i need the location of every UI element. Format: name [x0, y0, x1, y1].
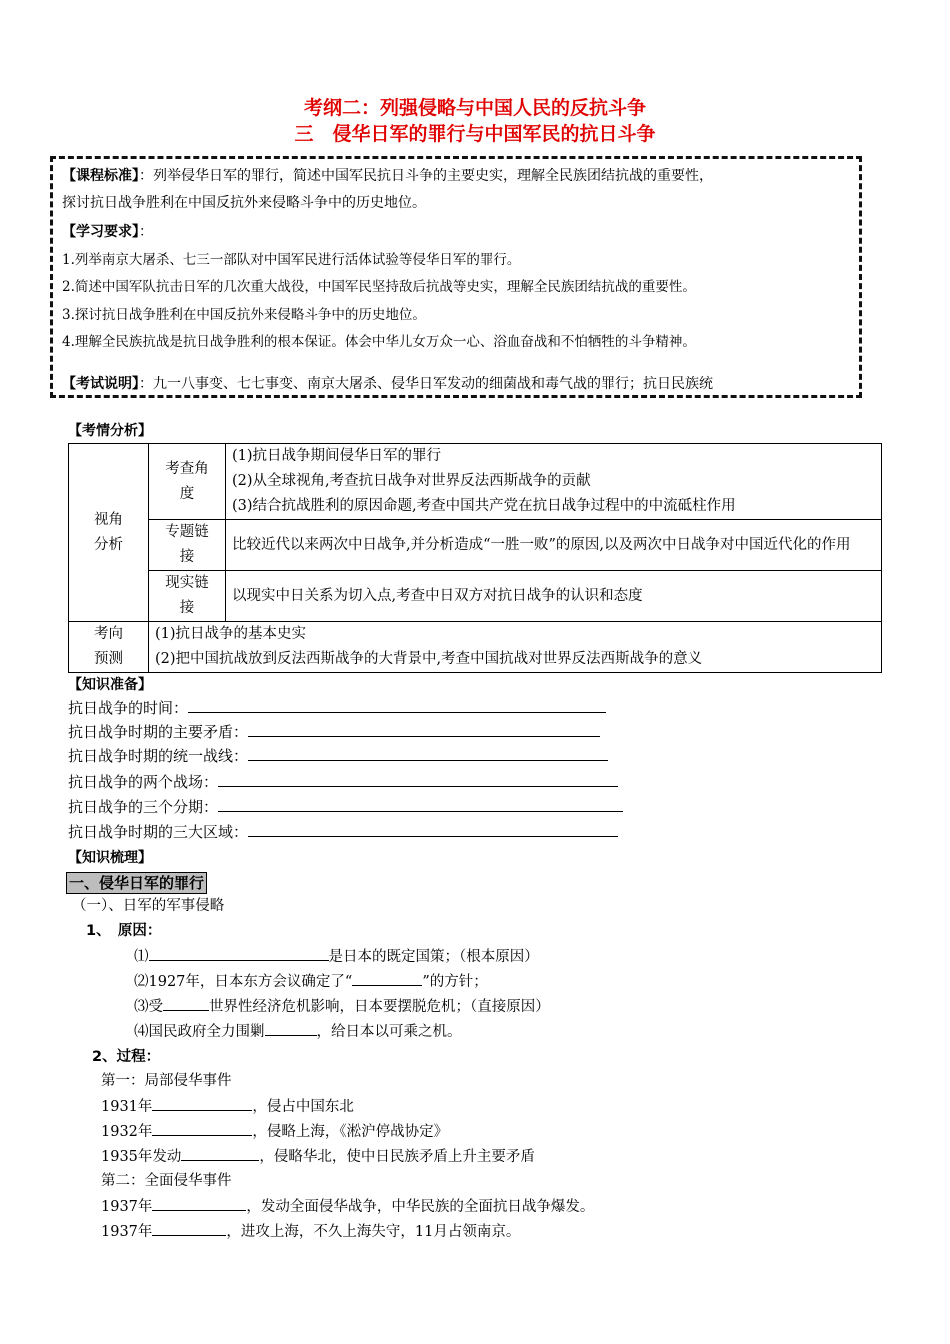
- item-prefix: ⑴: [134, 949, 149, 965]
- subsection-heading: （一）、日军的军事侵略: [72, 898, 225, 914]
- curriculum-line-1: [62, 166, 713, 186]
- prep-item-label: 抗日战争的时间：: [68, 699, 189, 717]
- reality-label-cell: [149, 571, 226, 622]
- cause-item-2: [134, 970, 488, 992]
- study-heading: [62, 222, 153, 242]
- answer-blank[interactable]: [248, 822, 618, 837]
- exam-line: [62, 374, 713, 394]
- angle-label-cell: [149, 444, 226, 520]
- answer-blank[interactable]: [265, 1020, 317, 1036]
- answer-blank[interactable]: [152, 1095, 252, 1111]
- event-1937a: [101, 1195, 594, 1217]
- item-suffix: ”的方针；: [422, 974, 488, 990]
- item-suffix: ，给日本以可乘之机。: [316, 1024, 462, 1040]
- study-item-3: 3.探讨抗日战争胜利在中国反抗外来侵略斗争中的历史地位。: [62, 307, 426, 323]
- forecast-label-cell: [69, 622, 149, 673]
- prep-heading: 【知识准备】: [68, 677, 152, 693]
- answer-blank[interactable]: [248, 746, 608, 761]
- event-1931: [101, 1095, 354, 1117]
- event-1937b: [101, 1220, 520, 1242]
- reality-text: 以现实中日关系为切入点,考查中日双方对抗日战争的认识和态度: [226, 571, 882, 622]
- event-text: ，进攻上海，不久上海失守，11月占领南京。: [226, 1224, 521, 1240]
- item-prefix: ⑶受: [134, 999, 163, 1015]
- cause-item-4: [134, 1020, 462, 1042]
- item-prefix: ⑵1927年，日本东方会议确定了“: [134, 974, 353, 990]
- answer-blank[interactable]: [152, 1220, 226, 1236]
- prep-item: [68, 721, 600, 743]
- prep-item: [68, 821, 618, 843]
- event-text: ，侵占中国东北: [252, 1099, 354, 1115]
- cause-title: 1、 原因：: [86, 923, 162, 939]
- event-year: 1937年: [101, 1199, 153, 1215]
- prep-item: [68, 697, 606, 719]
- topic-text: 比较近代以来两次中日战争,并分析造成“一胜一败”的原因,以及两次中日战争对中国近代化的作用: [226, 520, 882, 571]
- event-year: 1937年: [101, 1224, 153, 1240]
- answer-blank[interactable]: [149, 945, 329, 961]
- curriculum-label: 【课程标准】: [62, 168, 139, 184]
- topic-label-cell: [149, 520, 226, 571]
- answer-blank[interactable]: [152, 1120, 252, 1136]
- study-item-1: 1.列举南京大屠杀、七三一部队对中国军民进行活体试验等侵华日军的罪行。: [62, 252, 521, 268]
- answer-blank[interactable]: [218, 797, 623, 812]
- topic-label: 专题链接: [165, 524, 209, 565]
- answer-blank[interactable]: [248, 722, 600, 737]
- perspective-label: 视角分析: [93, 511, 123, 553]
- prep-item-label: 抗日战争的三个分期：: [68, 798, 219, 816]
- prep-item-label: 抗日战争时期的三大区域：: [68, 823, 249, 841]
- review-heading: 【知识梳理】: [68, 850, 152, 866]
- prep-item-label: 抗日战争时期的主要矛盾：: [68, 723, 249, 741]
- angle-item: (1)抗日战争期间侵华日军的罪行: [232, 448, 442, 464]
- forecast-item: (1)抗日战争的基本史实: [155, 626, 307, 642]
- page-subtitle: 三 侵华日军的罪行与中国军民的抗日斗争: [294, 123, 656, 145]
- item-suffix: 世界性经济危机影响，日本要摆脱危机；（直接原因）: [209, 999, 550, 1015]
- phase-heading: 第二：全面侵华事件: [101, 1173, 232, 1189]
- study-item-2: 2.简述中国军队抗击日军的几次重大战役，中国军民坚持敌后抗战等史实，理解全民族团结抗战的重要性。: [62, 279, 696, 295]
- angle-items-cell: [226, 444, 882, 520]
- study-colon: ：: [139, 224, 153, 240]
- event-text: ，发动全面侵华战争，中华民族的全面抗日战争爆发。: [246, 1199, 595, 1215]
- prep-item: [68, 796, 623, 818]
- analysis-table: [68, 443, 882, 673]
- prep-item-label: 抗日战争时期的统一战线：: [68, 747, 249, 765]
- angle-item: (2)从全球视角,考查抗日战争对世界反法西斯战争的贡献: [232, 473, 591, 489]
- reality-label: 现实链接: [165, 575, 209, 616]
- event-text: ，侵略华北，使中日民族矛盾上升主要矛盾: [259, 1149, 535, 1165]
- answer-blank[interactable]: [152, 1195, 246, 1211]
- prep-item: [68, 771, 618, 793]
- phase-heading: 第一：局部侵华事件: [101, 1073, 232, 1089]
- curriculum-text-1: ：列举侵华日军的罪行，简述中国军民抗日斗争的主要史实，理解全民族团结抗战的重要性，: [139, 168, 713, 184]
- answer-blank[interactable]: [163, 995, 209, 1011]
- curriculum-line-2: 探讨抗日战争胜利在中国反抗外来侵略斗争中的历史地位。: [62, 195, 426, 211]
- prep-item-label: 抗日战争的两个战场：: [68, 773, 219, 791]
- answer-blank[interactable]: [352, 970, 422, 986]
- analysis-heading: 【考情分析】: [68, 423, 152, 439]
- section-heading: 一、侵华日军的罪行: [66, 872, 207, 894]
- answer-blank[interactable]: [188, 698, 606, 713]
- page-title: 考纲二：列强侵略与中国人民的反抗斗争: [303, 97, 646, 119]
- forecast-items-cell: [149, 622, 882, 673]
- event-1935: [101, 1145, 535, 1167]
- event-1932: [101, 1120, 448, 1142]
- exam-label: 【考试说明】: [62, 376, 139, 392]
- forecast-label: 考向预测: [93, 626, 123, 667]
- perspective-cell: [69, 444, 149, 622]
- process-title: 2、过程：: [92, 1049, 161, 1065]
- item-prefix: ⑷国民政府全力围剿: [134, 1024, 265, 1040]
- answer-blank[interactable]: [218, 772, 618, 787]
- angle-item: (3)结合抗战胜利的原因命题,考查中国共产党在抗日战争过程中的中流砥柱作用: [232, 498, 736, 514]
- cause-item-1: [134, 945, 539, 967]
- event-year: 1931年: [101, 1099, 153, 1115]
- angle-label: 考查角度: [165, 460, 209, 502]
- forecast-item: (2)把中国抗战放到反法西斯战争的大背景中,考查中国抗战对世界反法西斯战争的意义: [155, 651, 703, 667]
- exam-text: ：九一八事变、七七事变、南京大屠杀、侵华日军发动的细菌战和毒气战的罪行；抗日民族统: [139, 376, 713, 392]
- prep-item: [68, 745, 608, 767]
- item-suffix: 是日本的既定国策；（根本原因）: [328, 949, 539, 965]
- event-year: 1935年发动: [101, 1149, 182, 1165]
- event-year: 1932年: [101, 1124, 153, 1140]
- study-label: 【学习要求】: [62, 224, 139, 240]
- cause-item-3: [134, 995, 550, 1017]
- event-text: ，侵略上海，《淞沪停战协定》: [252, 1124, 449, 1140]
- study-item-4: 4.理解全民族抗战是抗日战争胜利的根本保证。体会中华儿女万众一心、浴血奋战和不怕牺牲的斗争精神。: [62, 334, 696, 350]
- answer-blank[interactable]: [181, 1145, 259, 1161]
